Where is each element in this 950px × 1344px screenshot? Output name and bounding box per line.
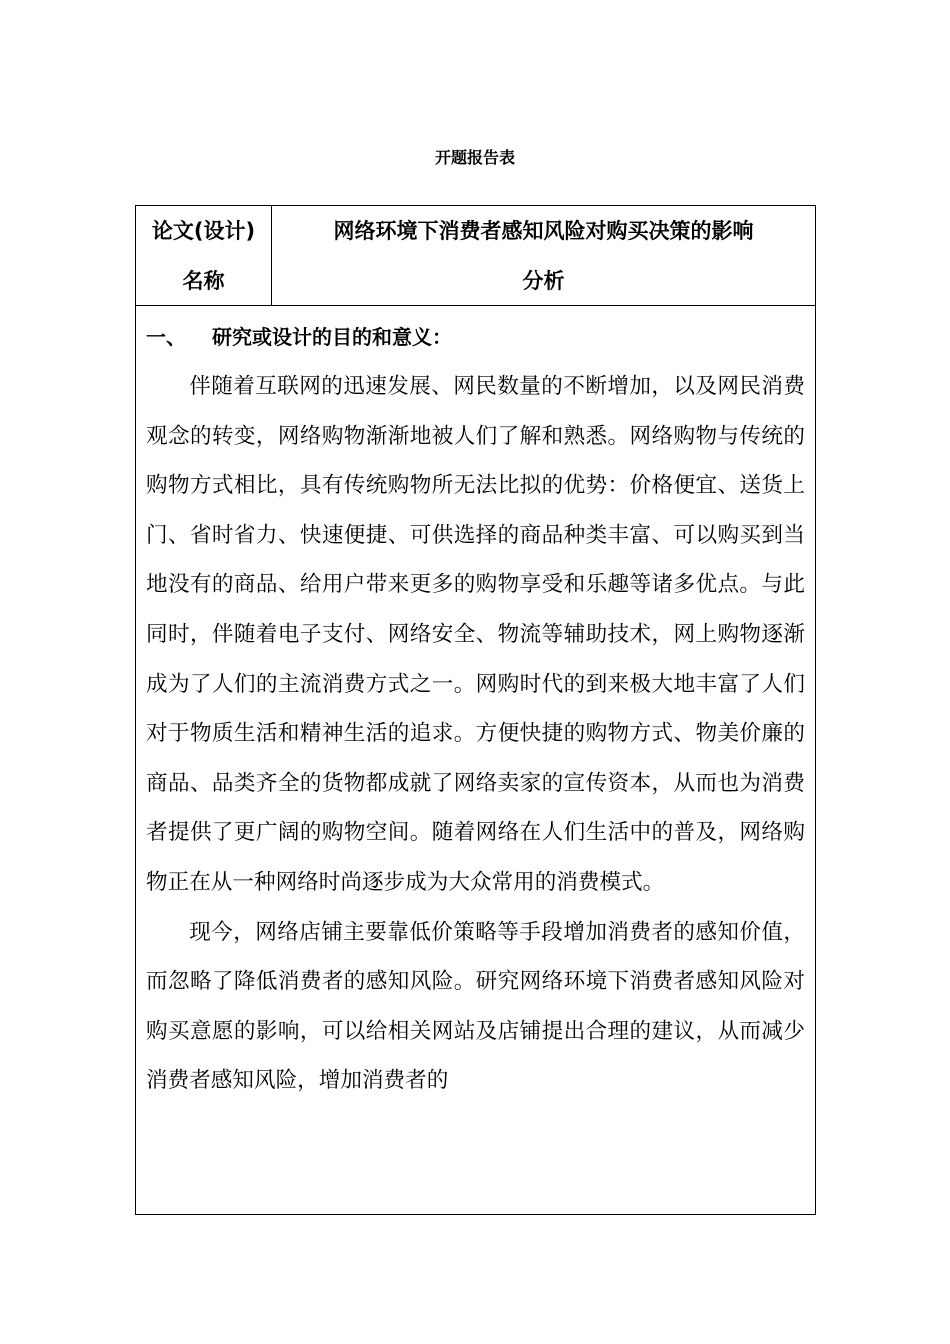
section-heading — [146, 320, 805, 354]
section-content-cell — [136, 306, 815, 1214]
paragraph-2: 现今，网络店铺主要靠低价策略等手段增加消费者的感知价值，而忽略了降低消费者的感知风险。研究网络环境下消费者感知风险对购买意愿的影响，可以给相关网站及店铺提出合理的建议，从而减少消费者感知风险，增加消费者的 — [146, 919, 805, 1094]
thesis-name-row — [136, 206, 815, 306]
thesis-name-value — [272, 206, 815, 305]
paragraph-1: 伴随着互联网的迅速发展、网民数量的不断增加，以及网民消费观念的转变，网络购物渐渐地被人们了解和熟悉。网络购物与传统的购物方式相比，具有传统购物所无法比拟的优势：价格便宜、送货上门、省时省力、快速便捷、可供选择的商品种类丰富、可以购买到当地没有的商品、给用户带来更多的购物享受和乐趣等诸多优点。与此同时，伴随着电子支付、网络安全、物流等辅助技术，网上购物逐渐成为了人们的主流消费方式之一。网购时代的到来极大地丰富了人们对于物质生活和精神生活的追求。方便快捷的购物方式、物美价廉的商品、品类齐全的货物都成就了网络卖家的宣传资本，从而也为消费者提供了更广阔的购物空间。随着网络在人们生活中的普及，网络购物正在从一种网络时尚逐步成为大众常用的消费模式。 — [146, 374, 805, 895]
thesis-name-label-line2: 名称 — [182, 269, 225, 293]
document-title: 开题报告表 — [434, 148, 515, 167]
report-table — [135, 205, 816, 1215]
section-heading-text: 研究或设计的目的和意义： — [212, 325, 452, 349]
thesis-name-label-line1: 论文(设计) — [151, 219, 256, 243]
thesis-name-label — [136, 206, 272, 305]
section-number: 一、 — [146, 325, 186, 349]
thesis-name-value-line1: 网络环境下消费者感知风险对购买决策的影响 — [333, 219, 754, 243]
thesis-name-value-line2: 分析 — [522, 269, 565, 293]
